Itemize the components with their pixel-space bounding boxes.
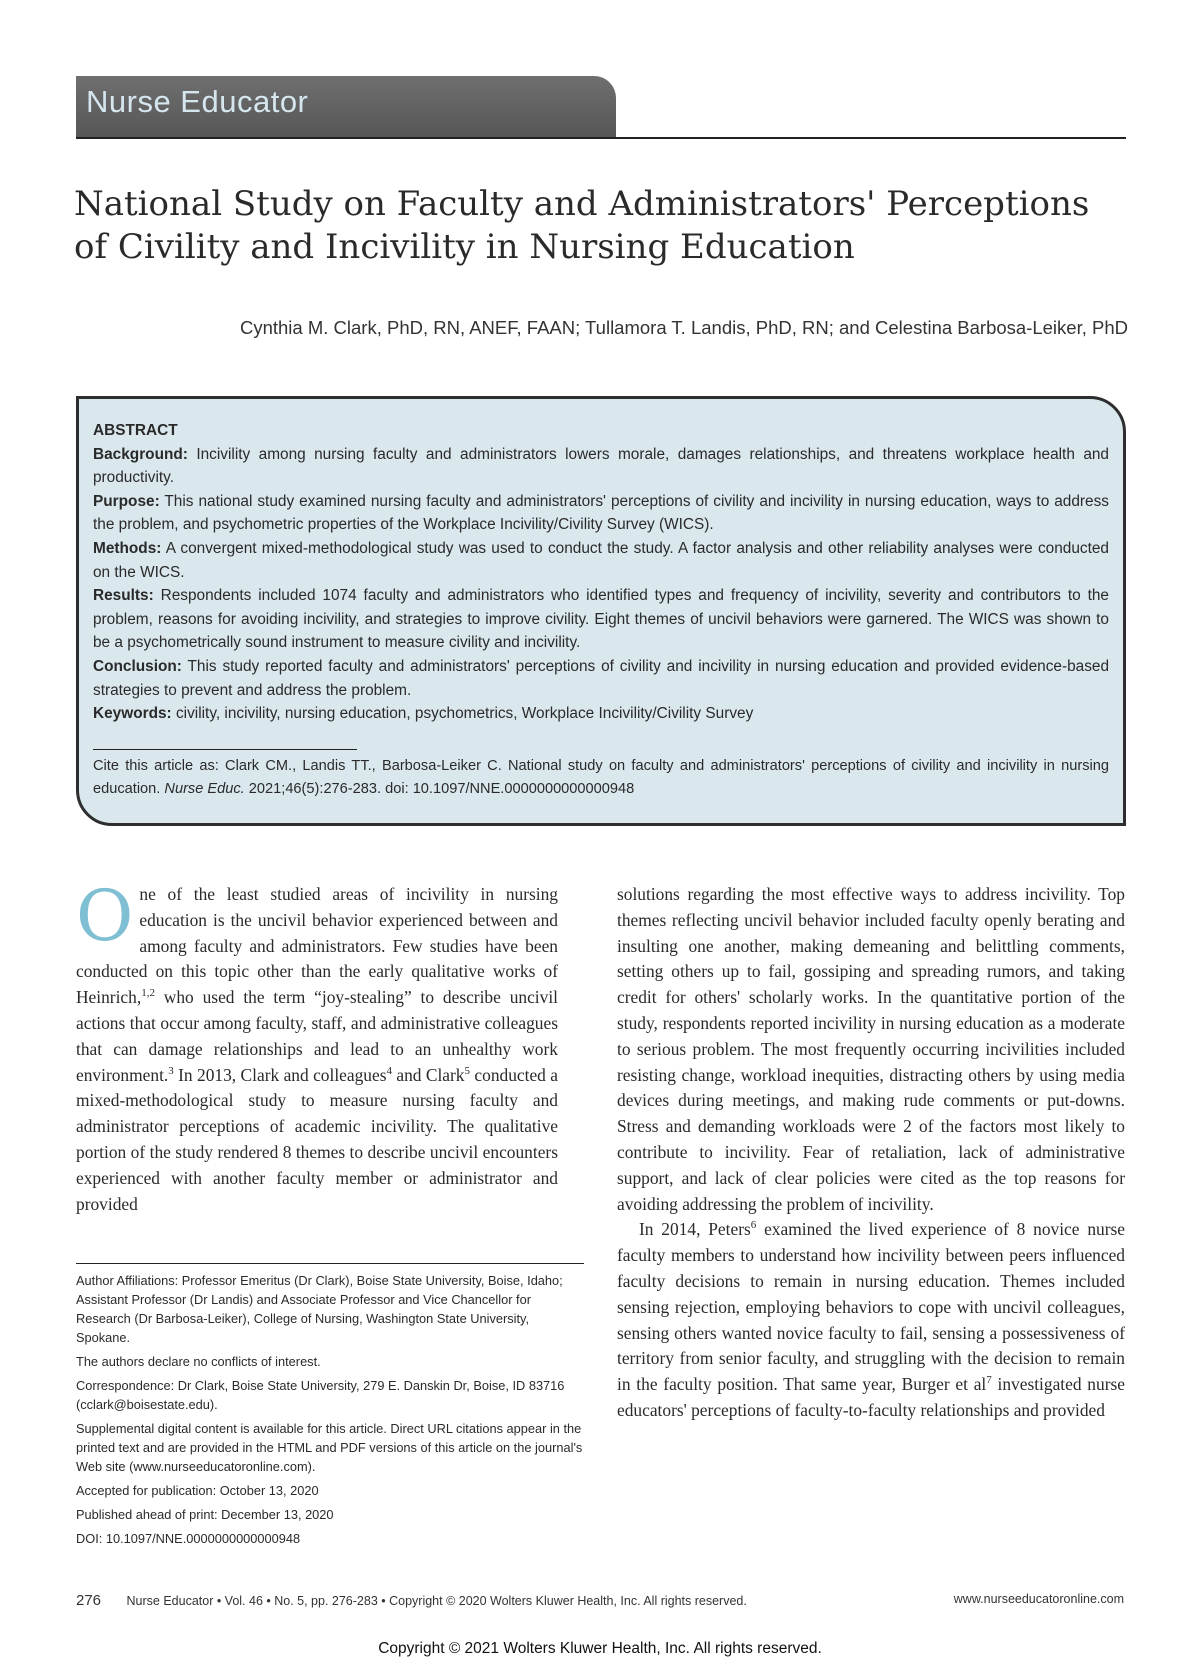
citation (93, 755, 1109, 802)
citation-ref: 5 (464, 1064, 471, 1077)
body-text: ne of the least studied areas of incivility in nursing education is the uncivil behavior experienced between and among faculty and administrators. Few studies have been conducted on this topic other than the early qualitative works of Heinrich, (76, 884, 558, 1008)
journal-banner (76, 76, 616, 138)
conclusion-text: This study reported faculty and administrators' perceptions of civility and incivility in nursing education and provided evidence-based strategies to prevent and address the problem. (93, 657, 1110, 699)
abstract-keywords (93, 702, 1109, 726)
body-paragraph-2: solutions regarding the most effective ways to address incivility. Top themes reflecting uncivil behavior included faculty openly berating and insulting one another, making demeaning and belittling comments, setting others up to fail, gossiping and spreading rumors, and taking credit for others' scholarly works. In the quantitative portion of the study, respondents reported incivility in nursing education as a moderate to serious problem. The most frequently occurring incivilities included resisting change, workload inequities, distracting others by using media devices during meetings, and making rude comments or put-downs. Stress and demanding workloads were 2 of the factors most likely to contribute to incivility. Fear of retaliation, lack of administrative support, and lack of clear policies were cited as the top reasons for avoiding addressing the problem of incivility. (617, 884, 1125, 1214)
citation-ref: 3 (168, 1064, 174, 1077)
article-title: National Study on Faculty and Administrators' Perceptions of Civility and Incivility in Nursing Education (74, 184, 1090, 267)
published-date: Published ahead of print: December 13, 2020 (76, 1507, 334, 1522)
article-authors: Cynthia M. Clark, PhD, RN, ANEF, FAAN; Tullamora T. Landis, PhD, RN; and Celestina Barbosa-Leiker, PhD (239, 317, 1128, 338)
keywords-label: Keywords: (93, 705, 172, 723)
results-text: Respondents included 1074 faculty and administrators who identified types and frequency of incivility, severity and contributors to the problem, reasons for avoiding incivility, and strategies to improve civility. Eight themes of uncivil behaviors were garnered. The WICS was shown to be a psychometrically sound instrument to measure civility and incivility. (93, 587, 1109, 652)
cite-journal: Nurse Educ. (164, 781, 245, 798)
abstract-heading: ABSTRACT (93, 422, 178, 439)
body-text: In 2014, Peters (639, 1219, 751, 1240)
abstract-background (93, 443, 1109, 490)
conclusion-label: Conclusion: (93, 657, 182, 675)
purpose-label: Purpose: (93, 492, 160, 510)
body-column-right (617, 882, 1125, 1424)
body-text: who used the term “joy-stealing” to describe uncivil actions that occur among faculty, staff, and administrative colleagues that can damage relationships and lead to an unhealthy work environment. (76, 987, 558, 1085)
drop-cap: O (76, 875, 134, 957)
background-label: Background: (93, 445, 188, 463)
conflicts-statement: The authors declare no conflicts of interest. (76, 1354, 321, 1369)
cite-divider (93, 749, 357, 750)
background-text: Incivility among nursing faculty and administrators lowers morale, damages relationships, and threatens workplace health and productivity. (93, 445, 1109, 487)
footer-website: www.nurseeducatoronline.com (953, 1592, 1124, 1606)
correspondence (76, 1376, 584, 1414)
supplemental-note: Supplemental digital content is available for this article. Direct URL citations appear in the printed text and are provided in the HTML and PDF versions of this article on the journal's Web site (www.nurseeducatoronline.com). (76, 1421, 583, 1474)
header-rule (76, 137, 1126, 139)
correspondence-text: Dr Clark, Boise State University, 279 E. Danskin Dr, Boise, ID 83716 (cclark@boisestate.edu). (76, 1378, 565, 1412)
correspondence-label: Correspondence: (76, 1378, 175, 1393)
abstract-purpose (93, 490, 1109, 537)
methods-label: Methods: (93, 539, 162, 557)
author-affiliations (76, 1271, 584, 1553)
body-paragraph-3 (617, 1217, 1125, 1423)
body-column-left (76, 875, 558, 1217)
abstract-box (76, 396, 1126, 826)
abstract-conclusion (93, 655, 1109, 702)
purpose-text: This national study examined nursing faculty and administrators' perceptions of civility and incivility in nursing education, ways to address the problem, and psychometric properties of the Workplace Incivility/Civility Survey (WICS). (93, 492, 1109, 534)
abstract-results (93, 584, 1109, 655)
affiliation-authors (76, 1271, 584, 1347)
citation-ref: 4 (386, 1064, 392, 1077)
citation-ref: 6 (750, 1219, 757, 1232)
page-footer (76, 1592, 747, 1609)
doi: DOI: 10.1097/NNE.0000000000000948 (76, 1531, 301, 1546)
body-text: investigated nurse educators' perceptions of faculty-to-faculty relationships and provided (617, 1374, 1125, 1420)
footer-journal-info: Nurse Educator • Vol. 46 • No. 5, pp. 276-283 • Copyright © 2020 Wolters Kluwer Health, Inc. All rights reserved. (126, 1594, 747, 1608)
page-number: 276 (76, 1592, 102, 1609)
body-paragraph-1 (76, 875, 558, 1217)
body-text: In 2013, Clark and colleagues (173, 1064, 387, 1085)
accepted-date: Accepted for publication: October 13, 2020 (76, 1483, 319, 1498)
results-label: Results: (93, 587, 154, 605)
affiliations-divider (76, 1263, 584, 1264)
copyright-notice: Copyright © 2021 Wolters Kluwer Health, Inc. All rights reserved. (378, 1640, 822, 1657)
affiliation-text: Professor Emeritus (Dr Clark), Boise State University, Boise, Idaho; Assistant Professor (Dr Landis) and Associate Professor and Vice Chancellor for Research (Dr Barbosa-Leiker), College of Nursing, Washington State University, Spokane. (76, 1273, 563, 1345)
body-text: conducted a mixed-methodological study to measure nursing faculty and administrator perceptions of academic incivility. The qualitative portion of the study rendered 8 themes to describe uncivil encounters experienced with another faculty member or administrator and provided (76, 1064, 558, 1214)
cite-pre: Cite this article as: Clark CM., Landis TT., Barbosa-Leiker C. National study on faculty and administrators' perceptions of civility and incivility in nursing education. (93, 757, 1109, 798)
keywords-text: civility, incivility, nursing education, psychometrics, Workplace Incivility/Civility Survey (175, 705, 754, 723)
body-text: examined the lived experience of 8 novice nurse faculty members to understand how incivility between peers influenced faculty decisions to remain in nursing education. Themes included sensing rejection, employing behaviors to cope with uncivil colleagues, sensing others wanted novice faculty to fail, sensing a possessiveness of territory from senior faculty, and struggling with the decision to remain in the faculty position. That same year, Burger et al (617, 1219, 1125, 1395)
body-text: and Clark (391, 1064, 465, 1085)
affiliation-label: Author Affiliations: (76, 1273, 179, 1288)
methods-text: A convergent mixed-methodological study was used to conduct the study. A factor analysis and other reliability analyses were conducted on the WICS. (93, 539, 1109, 581)
cite-post: 2021;46(5):276-283. doi: 10.1097/NNE.0000000000000948 (248, 781, 635, 798)
journal-name: Nurse Educator (86, 84, 309, 119)
citation-ref: 7 (986, 1374, 992, 1387)
citation-ref: 1,2 (141, 987, 155, 1000)
abstract-methods (93, 537, 1109, 584)
